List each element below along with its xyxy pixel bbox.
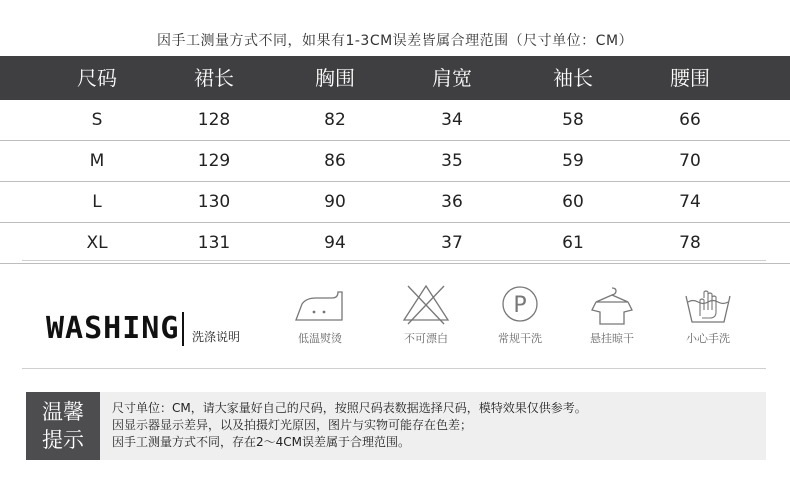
dry-clean-icon: [490, 282, 550, 326]
cell-size: XL: [86, 233, 108, 253]
iron-label: 低温熨烫: [298, 332, 342, 345]
table-row: [0, 141, 790, 182]
divider-bottom: [22, 368, 766, 369]
tips-line-3: 因手工测量方式不同，存在2～4CM误差属于合理范围。: [112, 435, 411, 449]
tips-line-1: 尺寸单位：CM，请大家量好自己的尺码，按照尺码表数据选择尺码，模特效果仅供参考。: [112, 401, 587, 415]
cell-bust: 86: [324, 151, 346, 171]
cell-sleeve: 59: [562, 151, 584, 171]
tips-badge-line1: 温馨: [42, 400, 84, 424]
table-row: [0, 182, 790, 223]
divider-top: [22, 260, 766, 261]
cell-bust: 94: [324, 233, 346, 253]
table-row: [0, 223, 790, 264]
washing-section: [0, 278, 790, 358]
cell-waist: 66: [679, 110, 701, 130]
cell-dress-length: 130: [197, 192, 231, 212]
size-table-body: [0, 100, 790, 264]
cell-bust: 90: [324, 192, 346, 212]
dry-clean-label: 常规干洗: [498, 332, 542, 345]
size-grid: [0, 56, 790, 264]
hand-wash-icon: [678, 282, 738, 326]
cell-bust: 82: [324, 110, 346, 130]
cell-sleeve: 60: [562, 192, 584, 212]
tips-badge: [26, 392, 100, 460]
hang-dry-icon: [582, 282, 642, 326]
header-bust: 胸围: [315, 66, 355, 90]
hang-dry-icon-group: [572, 282, 652, 346]
cell-dress-length: 131: [197, 233, 231, 253]
no-bleach-icon-group: [386, 282, 466, 346]
header-waist: 腰围: [670, 66, 710, 90]
cell-dress-length: 129: [197, 151, 231, 171]
washing-title: WASHING: [46, 311, 180, 346]
no-bleach-icon: [396, 282, 456, 326]
cell-shoulder: 35: [441, 151, 463, 171]
header-size: 尺码: [77, 66, 117, 90]
iron-icon-group: [280, 282, 360, 346]
cell-size: S: [91, 110, 103, 130]
header-sleeve: 袖长: [553, 66, 593, 90]
dry-clean-icon-group: [480, 282, 560, 346]
hang-dry-label: 悬挂晾干: [590, 332, 634, 345]
iron-icon: [290, 282, 350, 326]
cell-size: M: [89, 151, 105, 171]
tips-line-2: 因显示器显示差异，以及拍摄灯光原因，图片与实物可能存在色差；: [112, 418, 473, 432]
no-bleach-label: 不可漂白: [404, 332, 448, 345]
washing-separator: [182, 312, 184, 346]
cell-shoulder: 37: [441, 233, 463, 253]
cell-shoulder: 34: [441, 110, 463, 130]
table-row: [0, 100, 790, 141]
size-table-header-row: [0, 56, 790, 100]
cell-waist: 78: [679, 233, 701, 253]
header-shoulder: 肩宽: [432, 66, 472, 90]
tips-text: [112, 400, 587, 451]
cell-size: L: [92, 192, 102, 212]
hand-wash-icon-group: [668, 282, 748, 346]
svg-text:P: P: [513, 293, 527, 318]
tips-box: [26, 392, 766, 460]
cell-sleeve: 58: [562, 110, 584, 130]
cell-waist: 70: [679, 151, 701, 171]
cell-shoulder: 36: [441, 192, 463, 212]
cell-sleeve: 61: [562, 233, 584, 253]
header-dress-length: 裙长: [194, 66, 234, 90]
tips-badge-line2: 提示: [42, 428, 84, 452]
washing-subtitle: 洗涤说明: [192, 330, 241, 344]
measurement-note: 因手工测量方式不同，如果有1-3CM误差皆属合理范围（尺寸单位：CM）: [156, 33, 634, 49]
cell-waist: 74: [679, 192, 701, 212]
cell-dress-length: 128: [197, 110, 231, 130]
hand-wash-label: 小心手洗: [686, 332, 730, 345]
